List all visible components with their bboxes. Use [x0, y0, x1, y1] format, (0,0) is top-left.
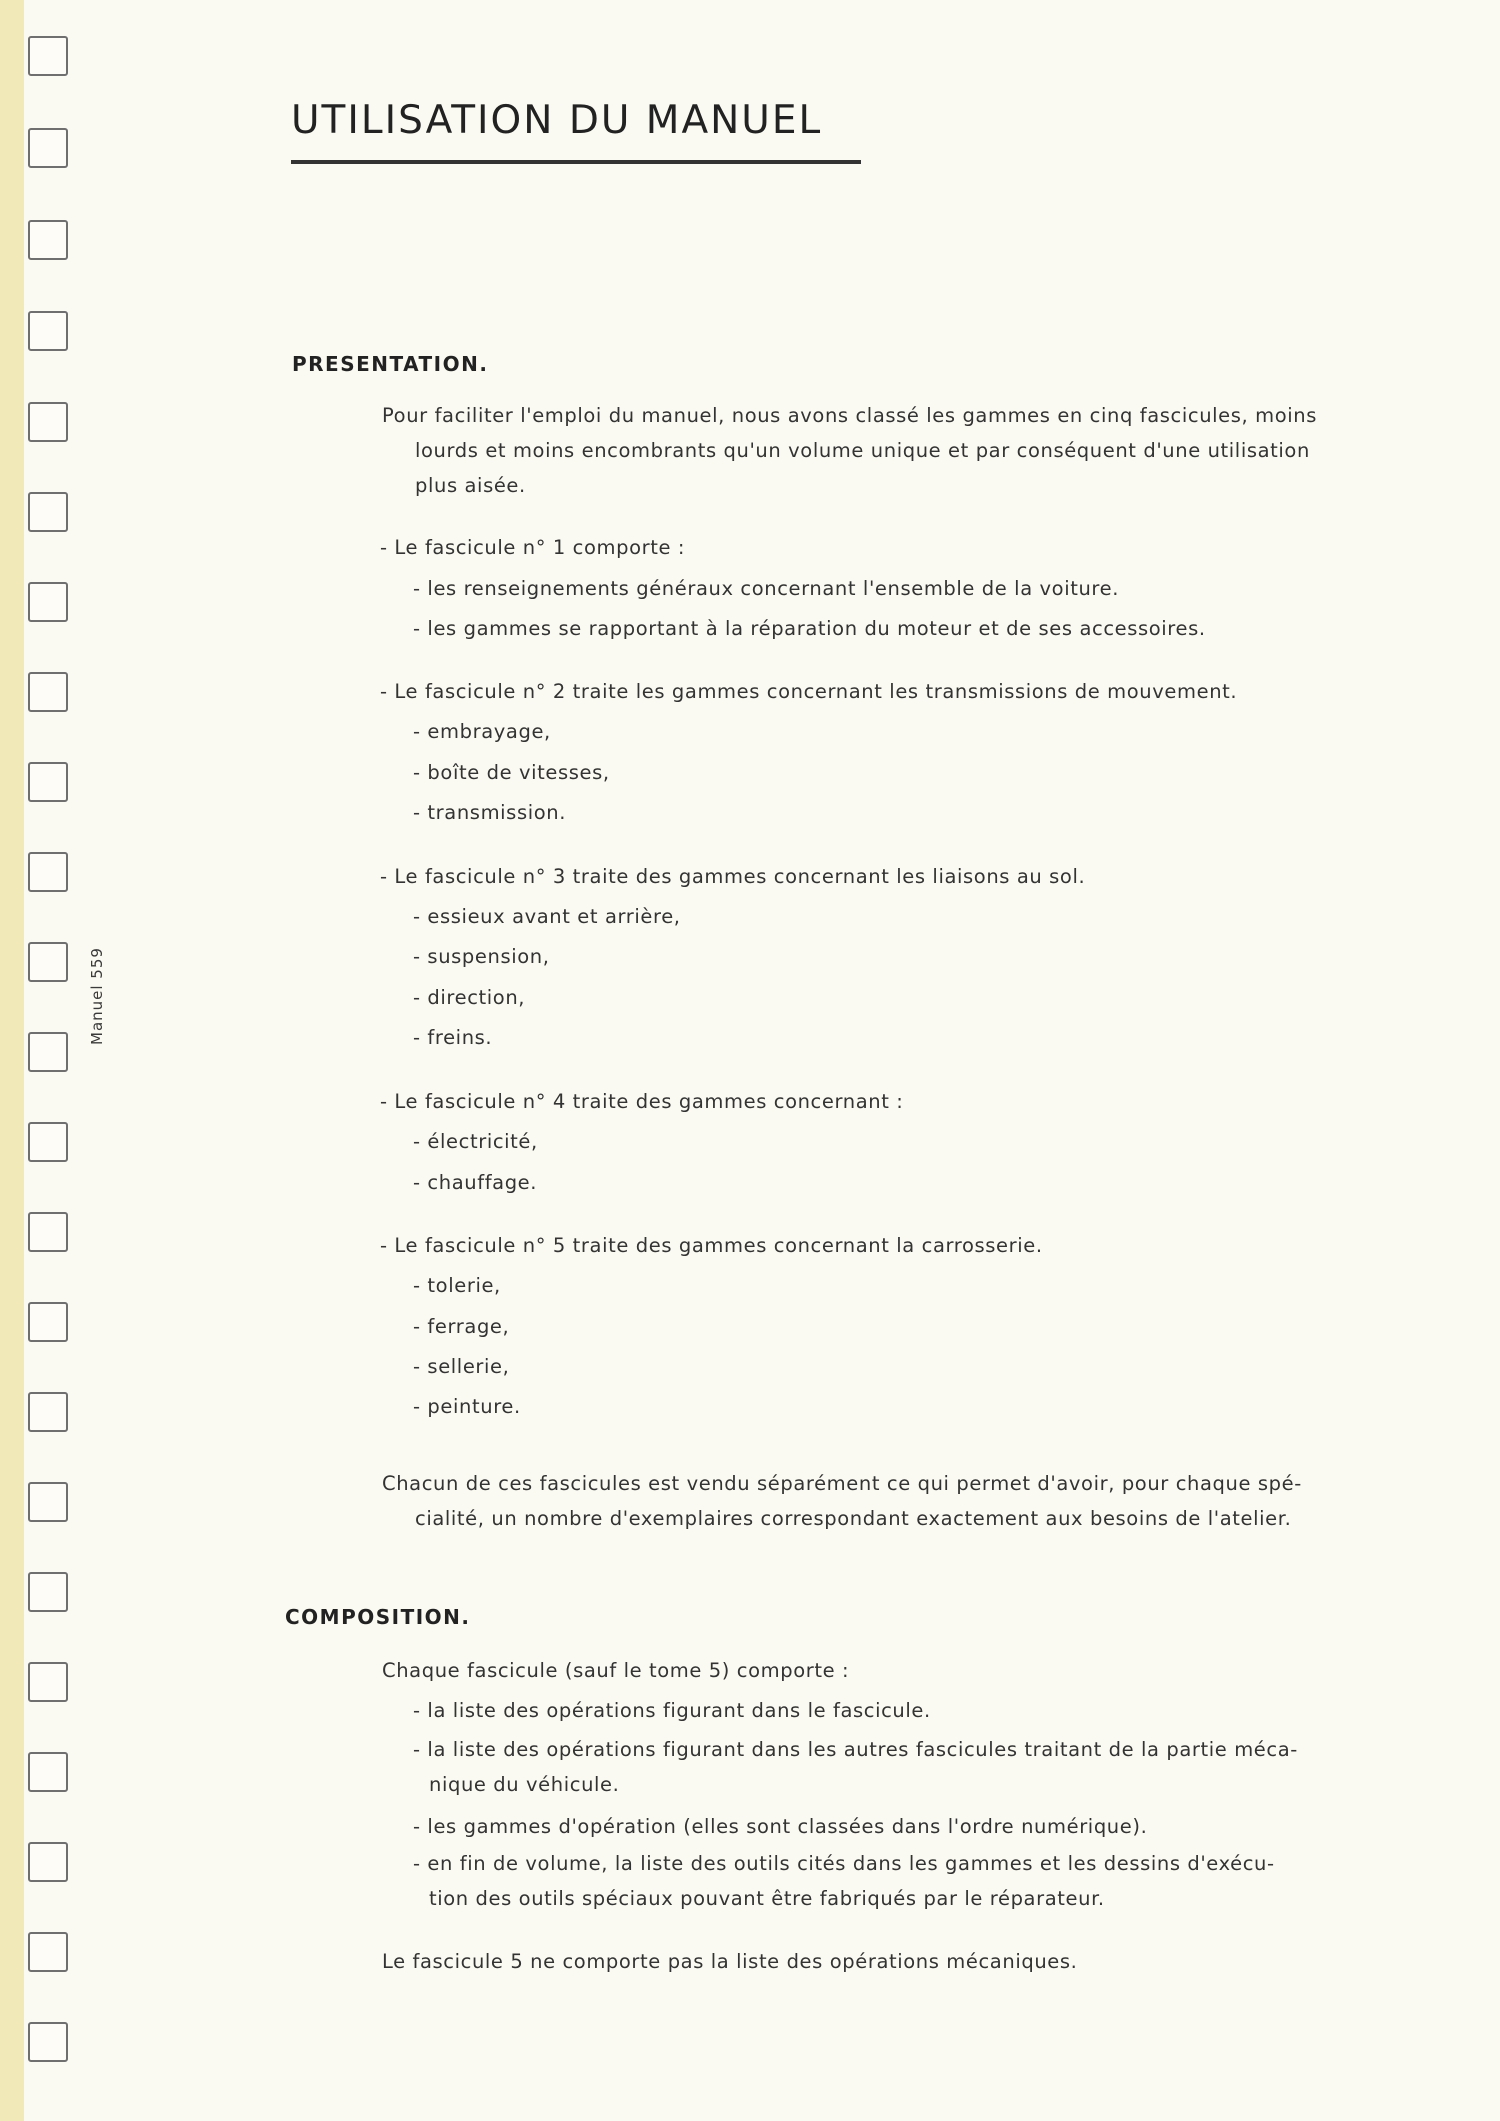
list-item: - peinture. [413, 1395, 521, 1418]
list-item: - les gammes se rapportant à la réparation du moteur et de ses accessoires. [413, 617, 1206, 640]
binder-hole [28, 1122, 68, 1162]
binder-hole [28, 311, 68, 351]
list-item: - les gammes d'opération (elles sont classées dans l'ordre numérique). [413, 1815, 1148, 1838]
list-item: - essieux avant et arrière, [413, 905, 681, 928]
composition-intro: Chaque fascicule (sauf le tome 5) comporte : [382, 1659, 850, 1682]
list-item: - transmission. [413, 801, 567, 824]
binder-hole [28, 1392, 68, 1432]
binder-hole [28, 1302, 68, 1342]
binder-hole [28, 1752, 68, 1792]
binder-hole [28, 672, 68, 712]
intro-line: lourds et moins encombrants qu'un volume unique et par conséquent d'une utilisation [415, 439, 1310, 462]
list-item-line: - la liste des opérations figurant dans les autres fascicules traitant de la partie méca- [413, 1738, 1298, 1761]
page-title: UTILISATION DU MANUEL [291, 98, 823, 143]
binder-hole [28, 1662, 68, 1702]
page-edge [0, 0, 24, 2121]
intro-line: plus aisée. [415, 474, 526, 497]
binder-hole [28, 1572, 68, 1612]
binder-hole [28, 1932, 68, 1972]
binder-hole [28, 582, 68, 622]
list-item-line: - en fin de volume, la liste des outils cités dans les gammes et les dessins d'exécu- [413, 1852, 1275, 1875]
closing-line: cialité, un nombre d'exemplaires correspondant exactement aux besoins de l'atelier. [415, 1507, 1292, 1530]
fascicule-label: - Le fascicule n° 5 traite des gammes concernant la carrosserie. [380, 1234, 1043, 1257]
fascicule-label: - Le fascicule n° 1 comporte : [380, 536, 686, 559]
list-item: - sellerie, [413, 1355, 510, 1378]
side-label: Manuel 559 [88, 947, 106, 1045]
list-item: - chauffage. [413, 1171, 538, 1194]
list-item: - tolerie, [413, 1274, 501, 1297]
list-item [413, 1846, 1373, 1916]
binder-holes [28, 0, 78, 2121]
binder-hole [28, 1032, 68, 1072]
fascicule-label: - Le fascicule n° 2 traite les gammes concernant les transmissions de mouvement. [380, 680, 1238, 703]
binder-hole [28, 36, 68, 76]
presentation-heading: PRESENTATION. [292, 352, 489, 376]
intro-line: Pour faciliter l'emploi du manuel, nous avons classé les gammes en cinq fascicules, moins [382, 404, 1317, 427]
binder-hole [28, 128, 68, 168]
binder-hole [28, 1482, 68, 1522]
fascicule-label: - Le fascicule n° 4 traite des gammes concernant : [380, 1090, 904, 1113]
list-item: - les renseignements généraux concernant l'ensemble de la voiture. [413, 577, 1120, 600]
binder-hole [28, 492, 68, 532]
binder-hole [28, 1212, 68, 1252]
list-item: - direction, [413, 986, 526, 1009]
list-item: - suspension, [413, 945, 550, 968]
composition-heading: COMPOSITION. [285, 1605, 471, 1629]
list-item: - boîte de vitesses, [413, 761, 610, 784]
binder-hole [28, 402, 68, 442]
composition-note: Le fascicule 5 ne comporte pas la liste des opérations mécaniques. [382, 1950, 1078, 1973]
list-item [413, 1732, 1373, 1802]
list-item: - freins. [413, 1026, 493, 1049]
presentation-closing [382, 1466, 1367, 1536]
binder-hole [28, 762, 68, 802]
list-item: - électricité, [413, 1130, 538, 1153]
closing-line: Chacun de ces fascicules est vendu séparément ce qui permet d'avoir, pour chaque spé- [382, 1472, 1302, 1495]
binder-hole [28, 2022, 68, 2062]
binder-hole [28, 220, 68, 260]
list-item: - la liste des opérations figurant dans le fascicule. [413, 1699, 931, 1722]
fascicule-label: - Le fascicule n° 3 traite des gammes concernant les liaisons au sol. [380, 865, 1086, 888]
list-item: - ferrage, [413, 1315, 510, 1338]
binder-hole [28, 852, 68, 892]
list-item-line: nique du véhicule. [429, 1773, 620, 1796]
title-underline [291, 160, 861, 164]
list-item: - embrayage, [413, 720, 551, 743]
binder-hole [28, 1842, 68, 1882]
list-item-line: tion des outils spéciaux pouvant être fabriqués par le réparateur. [429, 1887, 1105, 1910]
binder-hole [28, 942, 68, 982]
presentation-intro [382, 398, 1367, 503]
